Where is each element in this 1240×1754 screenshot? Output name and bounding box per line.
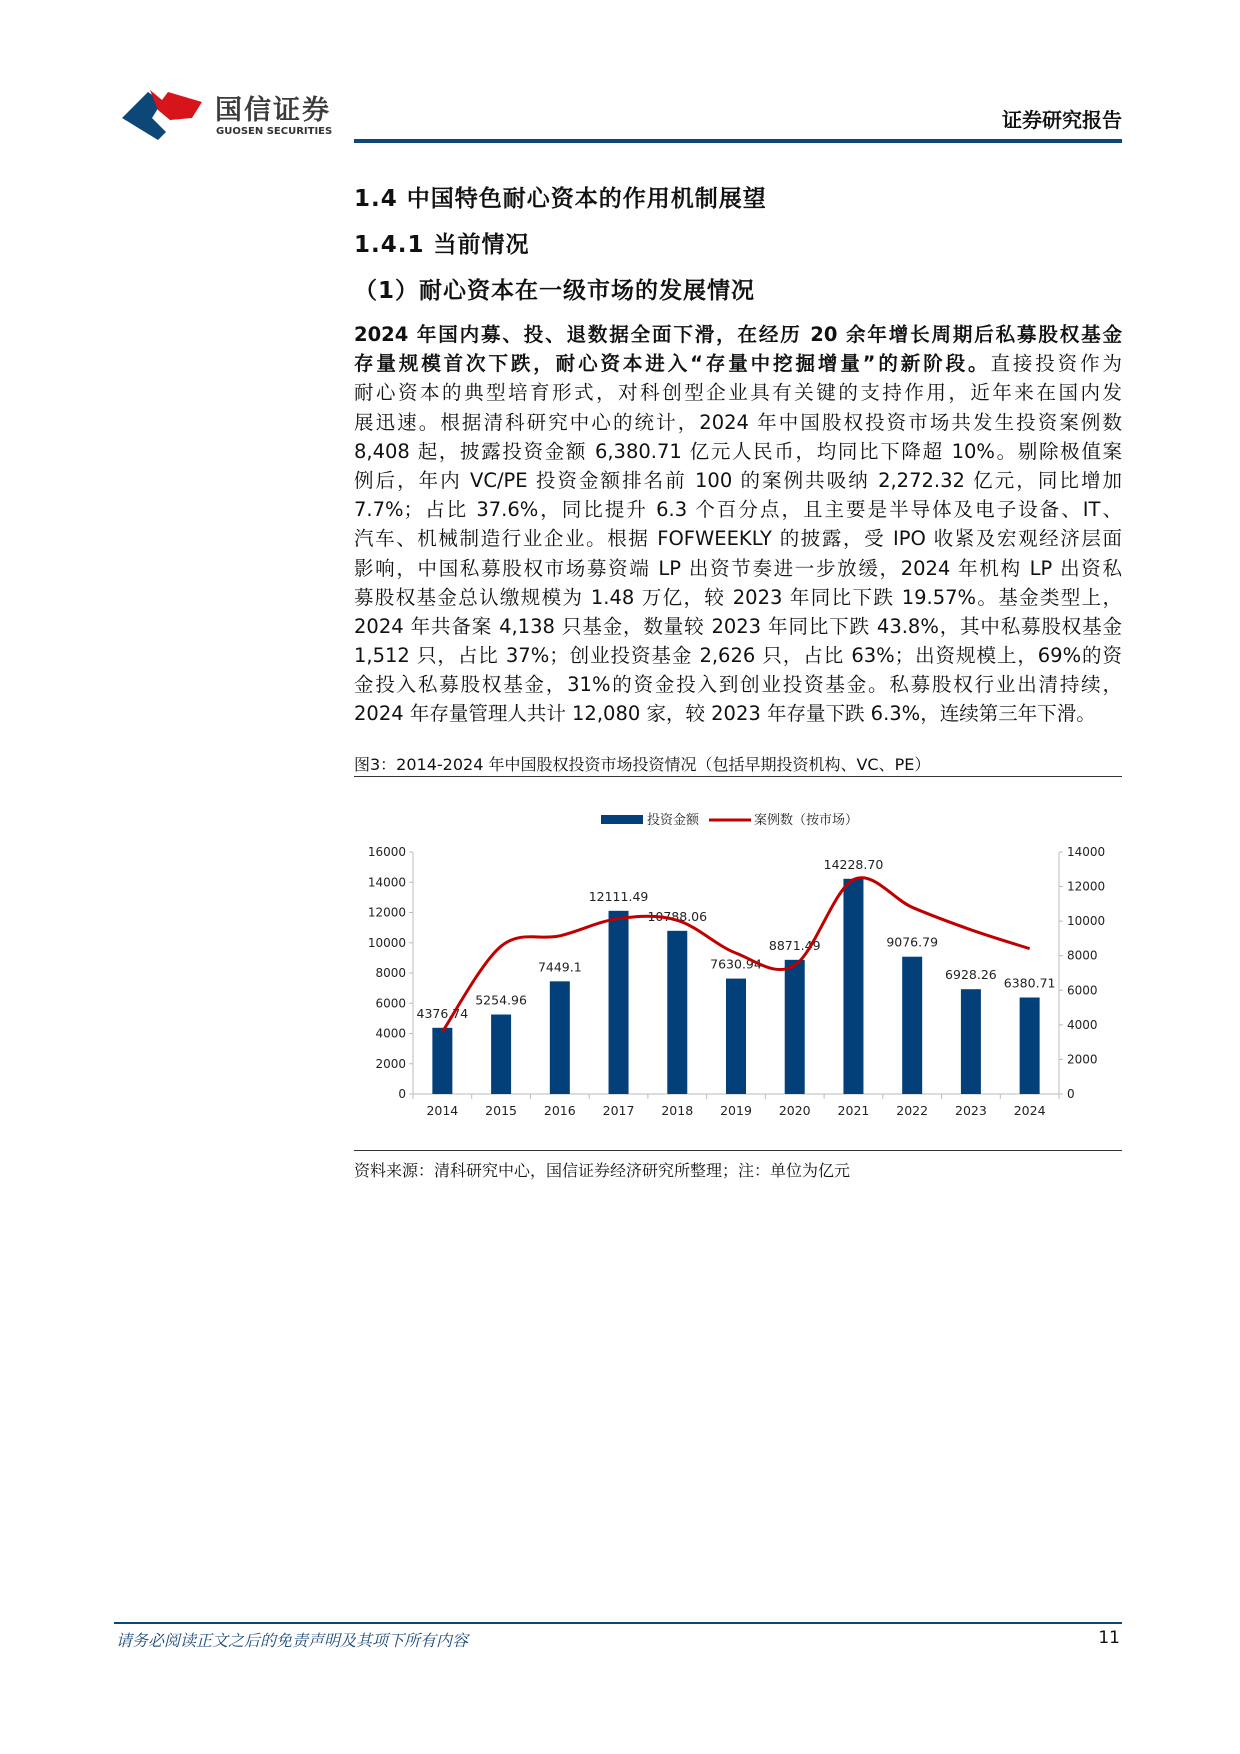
paragraph-line — [354, 670, 1122, 699]
footer-disclaimer: 请务必阅读正文之后的免责声明及其项下所有内容 — [116, 1631, 469, 1650]
paragraph-line — [354, 612, 1122, 641]
bar-2021 — [843, 879, 863, 1094]
left-tick-label: 6000 — [375, 996, 406, 1011]
paragraph-line — [354, 437, 1122, 466]
bar-data-label: 7449.1 — [537, 959, 582, 975]
bar-data-label: 10788.06 — [647, 908, 708, 924]
paragraph-line — [354, 554, 1122, 583]
bar-2015 — [491, 1015, 511, 1094]
x-tick-label: 2020 — [778, 1103, 811, 1118]
normal-text: 募股权基金总认缴规模为 1.48 万亿，较 2023 年同比下跌 19.57%。基金类型上， — [354, 585, 1122, 609]
x-tick-label: 2024 — [1013, 1103, 1046, 1118]
bar-2020 — [785, 960, 805, 1094]
body-paragraph — [354, 320, 1122, 729]
paragraph-line — [354, 495, 1122, 524]
header-divider — [354, 139, 1122, 143]
bar-data-label: 14228.70 — [823, 856, 884, 872]
right-tick-label: 4000 — [1067, 1017, 1098, 1032]
x-tick-label: 2023 — [955, 1103, 987, 1118]
bar-data-label: 5254.96 — [475, 992, 527, 1008]
bar-2016 — [550, 981, 570, 1094]
x-tick-label: 2014 — [426, 1103, 459, 1118]
right-tick-label: 10000 — [1067, 914, 1106, 929]
paragraph-line — [354, 583, 1122, 612]
normal-text: 耐心资本的典型培育形式，对科创型企业具有关键的支持作用，近年来在国内发 — [354, 381, 1122, 405]
bar-data-label: 7630.94 — [710, 956, 762, 972]
left-tick-label: 14000 — [367, 875, 406, 890]
x-tick-label: 2022 — [896, 1103, 929, 1118]
left-tick-label: 8000 — [375, 966, 406, 980]
bar-data-label: 4376.74 — [416, 1005, 469, 1021]
normal-text: 汽车、机械制造行业企业。根据 FOFWEEKLY 的披露，受 IPO 收紧及宏观经济层面 — [354, 527, 1122, 551]
legend-label-line: 案例数（按市场） — [754, 813, 859, 828]
normal-text: 金投入私募股权基金，31%的资金投入到创业投资基金。私募股权行业出清持续， — [354, 673, 1122, 697]
legend-bar-swatch — [601, 815, 643, 824]
bar-2019 — [726, 979, 746, 1094]
bar-2022 — [902, 957, 922, 1094]
x-tick-label: 2018 — [661, 1103, 694, 1118]
caption-divider — [354, 776, 1122, 777]
bar-2023 — [961, 989, 981, 1094]
x-tick-label: 2015 — [485, 1103, 517, 1118]
left-tick-label: 4000 — [375, 1026, 406, 1041]
footer-divider — [114, 1622, 1122, 1624]
bar-2014 — [432, 1028, 452, 1094]
right-tick-label: 0 — [1067, 1087, 1075, 1101]
figure-caption: 图3：2014-2024 年中国股权投资市场投资情况（包括早期投资机构、VC、PE） — [354, 755, 931, 774]
paragraph-line — [354, 699, 1122, 728]
bar-2024 — [1020, 997, 1040, 1094]
right-tick-label: 14000 — [1067, 845, 1106, 859]
x-tick-label: 2021 — [837, 1103, 870, 1118]
x-tick-label: 2016 — [543, 1103, 576, 1118]
normal-text: 直接投资作为 — [990, 352, 1122, 376]
report-type: 证券研究报告 — [1002, 108, 1122, 132]
normal-text: 7.7%；占比 37.6%，同比提升 6.3 个百分点，且主要是半导体及电子设备、IT、 — [354, 498, 1122, 522]
page-number: 11 — [1098, 1628, 1120, 1648]
bold-text: 2024 年国内募、投、退数据全面下滑，在经历 20 余年增长周期后私募股权基金 — [354, 323, 1122, 346]
paragraph-line — [354, 466, 1122, 495]
normal-text: 8,408 起，披露投资金额 6,380.71 亿元人民币，均同比下降超 10%。剔除极值案 — [354, 439, 1122, 463]
normal-text: 2024 年存量管理人共计 12,080 家，较 2023 年存量下跌 6.3%，连续第三年下滑。 — [354, 702, 1096, 726]
paragraph-line — [354, 378, 1122, 407]
bar-2018 — [667, 931, 687, 1094]
paragraph-line — [354, 524, 1122, 553]
left-tick-label: 0 — [398, 1087, 406, 1101]
logo-text-en: GUOSEN SECURITIES — [216, 126, 333, 137]
figure-source: 资料来源：清科研究中心，国信证券经济研究所整理；注：单位为亿元 — [354, 1161, 851, 1180]
normal-text: 2024 年共备案 4,138 只基金，数量较 2023 年同比下跌 43.8%，其中私募股权基金 — [354, 614, 1122, 638]
paragraph-line — [354, 408, 1122, 437]
bar-2017 — [609, 911, 629, 1094]
normal-text: 展迅速。根据清科研究中心的统计，2024 年中国股权投资市场共发生投资案例数 — [354, 410, 1122, 434]
right-tick-label: 6000 — [1067, 983, 1098, 998]
left-tick-label: 16000 — [367, 845, 406, 859]
subsection-heading: 1.4.1 当前情况 — [354, 232, 530, 258]
left-tick-label: 10000 — [367, 935, 406, 950]
right-tick-label: 12000 — [1067, 879, 1106, 894]
investment-chart — [354, 800, 1122, 1140]
bar-data-label: 6928.26 — [945, 967, 997, 983]
bar-data-label: 6380.71 — [1003, 975, 1056, 991]
normal-text: 影响，中国私募股权市场募资端 LP 出资节奏进一步放缓，2024 年机构 LP 出资私 — [354, 556, 1122, 580]
logo-text-cn: 国信证券 — [215, 95, 331, 126]
right-tick-label: 8000 — [1067, 948, 1098, 963]
normal-text: 1,512 只，占比 37%；创业投资基金 2,626 只，占比 63%；出资规模上，69%的资 — [354, 644, 1122, 668]
bar-data-label: 9076.79 — [886, 934, 939, 950]
normal-text: 例后，年内 VC/PE 投资金额排名前 100 的案例共吸纳 2,272.32 亿元，同比增加 — [354, 468, 1122, 492]
x-tick-label: 2019 — [720, 1103, 752, 1118]
section-heading: 1.4 中国特色耐心资本的作用机制展望 — [354, 186, 767, 212]
bold-text: 存量规模首次下跌，耐心资本进入“存量中挖掘增量”的新阶段。 — [354, 352, 991, 376]
bar-data-label: 8871.49 — [768, 937, 821, 953]
paragraph-line — [354, 641, 1122, 670]
sub-subsection-heading: （1）耐心资本在一级市场的发展情况 — [354, 278, 756, 304]
source-divider — [354, 1150, 1122, 1151]
right-tick-label: 2000 — [1067, 1052, 1098, 1067]
paragraph-line — [354, 320, 1122, 349]
left-tick-label: 2000 — [375, 1056, 406, 1071]
bar-data-label: 12111.49 — [588, 888, 649, 904]
paragraph-line — [354, 349, 1122, 378]
left-tick-label: 12000 — [367, 905, 406, 920]
legend-label-bar: 投资金额 — [647, 813, 700, 828]
x-tick-label: 2017 — [602, 1103, 635, 1118]
